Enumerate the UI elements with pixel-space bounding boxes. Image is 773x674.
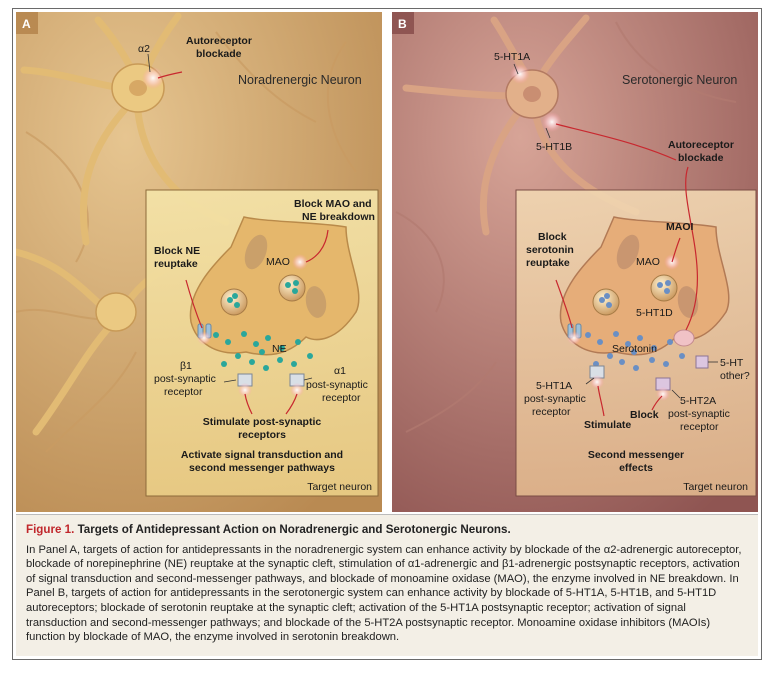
ht1d-autoreceptor [674,330,694,346]
stimulate-label-1: Stimulate post-synaptic [202,416,322,428]
stimulate-b-label: Stimulate [584,419,632,431]
block-serotonin-label-2: serotonin [526,244,574,256]
block-b-label: Block [630,409,659,421]
vesicle [593,289,619,315]
beta1-label-1: β1 [180,360,192,372]
figure [12,8,762,660]
ht1a-glow [510,64,530,84]
ht1b-label: 5-HT1B [536,141,573,153]
stimulate-label-2: receptors [238,429,286,441]
caption-title [26,523,748,538]
ht1a-postsynaptic-receptor [590,366,604,389]
serotonin-label: Serotonin [612,343,657,355]
beta1-label-3: receptor [164,386,203,398]
panel-b-letter: B [398,17,407,31]
mao-glow [292,254,308,270]
autoreceptor-b-label-2: blockade [678,152,724,164]
second-messenger-label-2: effects [619,462,653,474]
vesicle [279,275,305,301]
activate-label-2: second messenger pathways [189,462,335,474]
alpha1-receptor [290,374,304,397]
panel-a-letter: A [22,17,31,31]
ht1b-glow [542,112,562,132]
ht2a-postsynaptic-receptor [656,378,670,401]
ht1a-post-label-3: receptor [532,406,571,418]
vesicle [651,275,677,301]
ht1d-label: 5-HT1D [636,307,673,319]
vesicle [221,289,247,315]
mao-label-a: MAO [266,256,290,268]
mao-label-b: MAO [636,256,660,268]
block-mao-label-1: Block MAO and [294,198,372,210]
caption-figure-label: Figure 1. [26,523,75,536]
block-ne-label-2: reuptake [154,258,198,270]
ht1a-label: 5-HT1A [494,51,531,63]
alpha1-label-1: α1 [334,365,346,377]
figure-panels [16,12,758,512]
panel-b-title: Serotonergic Neuron [622,73,738,87]
block-serotonin-label-3: reuptake [526,257,570,269]
autoreceptor-label-1: Autoreceptor [186,35,252,47]
caption-heading: Targets of Antidepressant Action on Noradrenergic and Serotonergic Neurons. [77,523,511,536]
panel-divider [382,12,392,512]
beta1-receptor [238,374,252,397]
activate-label-1: Activate signal transduction and [180,449,344,461]
autoreceptor-label-2: blockade [196,48,242,60]
ht2a-post-label-1: 5-HT2A [680,395,717,407]
beta1-label-2: post-synaptic [154,373,216,385]
block-ne-label-1: Block NE [154,245,201,257]
diagram-svg [16,12,758,512]
block-mao-label-2: NE breakdown [302,211,375,223]
second-messenger-label-1: Second messenger [587,449,685,461]
figure-caption [16,514,758,656]
block-serotonin-label-1: Block [538,231,567,243]
ht2a-post-label-3: receptor [680,421,719,433]
alpha1-label-2: post-synaptic [306,379,368,391]
panel-a [16,12,382,512]
alpha2-glow [142,67,164,89]
maoi-label: MAOI [666,221,694,233]
ne-label: NE [272,343,287,355]
target-neuron-label-b: Target neuron [683,481,748,493]
alpha1-label-3: receptor [322,392,361,404]
ht-other-label-2: other? [720,370,750,382]
ht2a-post-label-2: post-synaptic [668,408,730,420]
autoreceptor-b-label-1: Autoreceptor [668,139,734,151]
ht-other-label-1: 5-HT [720,357,744,369]
panel-a-title: Noradrenergic Neuron [238,73,362,87]
ht1a-post-label-2: post-synaptic [524,393,586,405]
ht-other-receptor [696,356,708,368]
caption-body: In Panel A, targets of action for antidepressants in the noradrenergic system can enhance activity by blockade of the α2-adrenergic autoreceptor, blockade of norepinephrine (NE) reuptake at the synaptic cleft, stimulation of α1-adrenergic and β1-adrenergic postsynaptic receptors, activation of signal transduction and second-messenger pathways, and blockade of monoamine oxidase (MAO), the enzyme involved in NE breakdown. In Panel B, targets of action for antidepressants in the serotonergic system can enhance activity by blockade of 5-HT1A, 5-HT1B, and 5-HT1D autoreceptors; blockade of serotonin reuptake at the synaptic cleft; activation of the 5-HT1A postsynaptic receptor; activation of signal transduction and second-messenger pathways; and blockade of the 5-HT2A postsynaptic receptor. Monoamine oxidase inhibitors (MAOIs) function by blockade of MAO, the enzyme involved in serotonin breakdown. [26,543,742,644]
panel-b [392,12,758,512]
alpha2-label: α2 [138,43,150,55]
target-neuron-label-a: Target neuron [307,481,372,493]
ht1a-post-label-1: 5-HT1A [536,380,573,392]
